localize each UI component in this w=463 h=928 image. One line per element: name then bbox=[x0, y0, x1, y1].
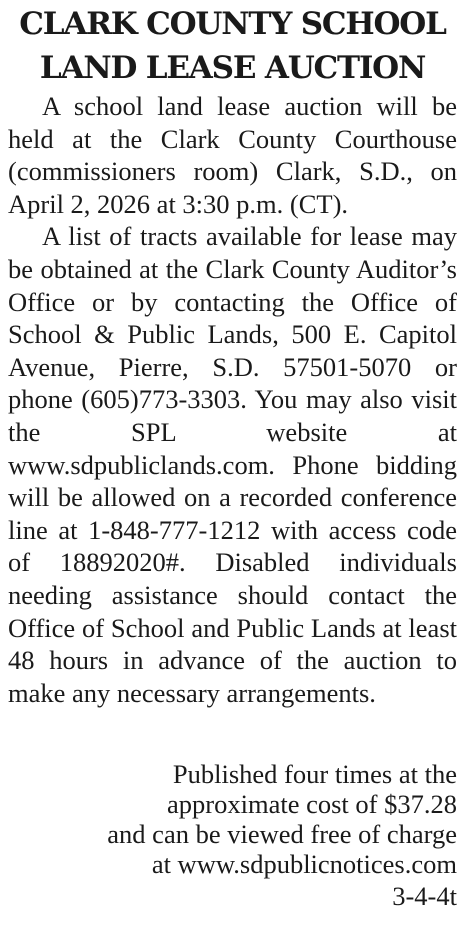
notice-title-line-1: CLARK COUNTY SCHOOL bbox=[19, 6, 446, 42]
notice-title bbox=[8, 2, 457, 90]
notice-title-line-2: LAND LEASE AUCTION bbox=[39, 50, 426, 86]
publication-line-1: Published four times at the bbox=[172, 759, 457, 790]
auction-paragraph: A school land lease auction will be held at the Clark County Courthouse (commissioners room) Clark, S.D., on April 2, 2026 at 3:30 p.m. (CT). bbox=[8, 91, 457, 219]
tracts-info-paragraph: A list of tracts available for lease may be obtained at the Clark County Auditor’s Office or by contacting the Office of School & Public Lands, 500 E. Capitol Avenue, Pierre, S.D. 57501-5070 or phone (605)773-3303. You may also visit the SPL website at www.sdpubliclands.com. Phone bidding will be allowed on a recorded conference line at 1-848-777-1212 with access code of 18892020#. Disabled individuals needing assistance should contact the Office of School and Public Lands at least 48 hours in advance of the auction to make any necessary arrangements. bbox=[8, 221, 457, 708]
publication-code: 3-4-4t bbox=[392, 881, 457, 912]
publication-line-4: at www.sdpublicnotices.com bbox=[151, 849, 457, 880]
publication-info bbox=[8, 759, 457, 879]
publication-line-2: approximate cost of $37.28 bbox=[167, 789, 457, 820]
publication-line-3: and can be viewed free of charge bbox=[107, 819, 457, 850]
